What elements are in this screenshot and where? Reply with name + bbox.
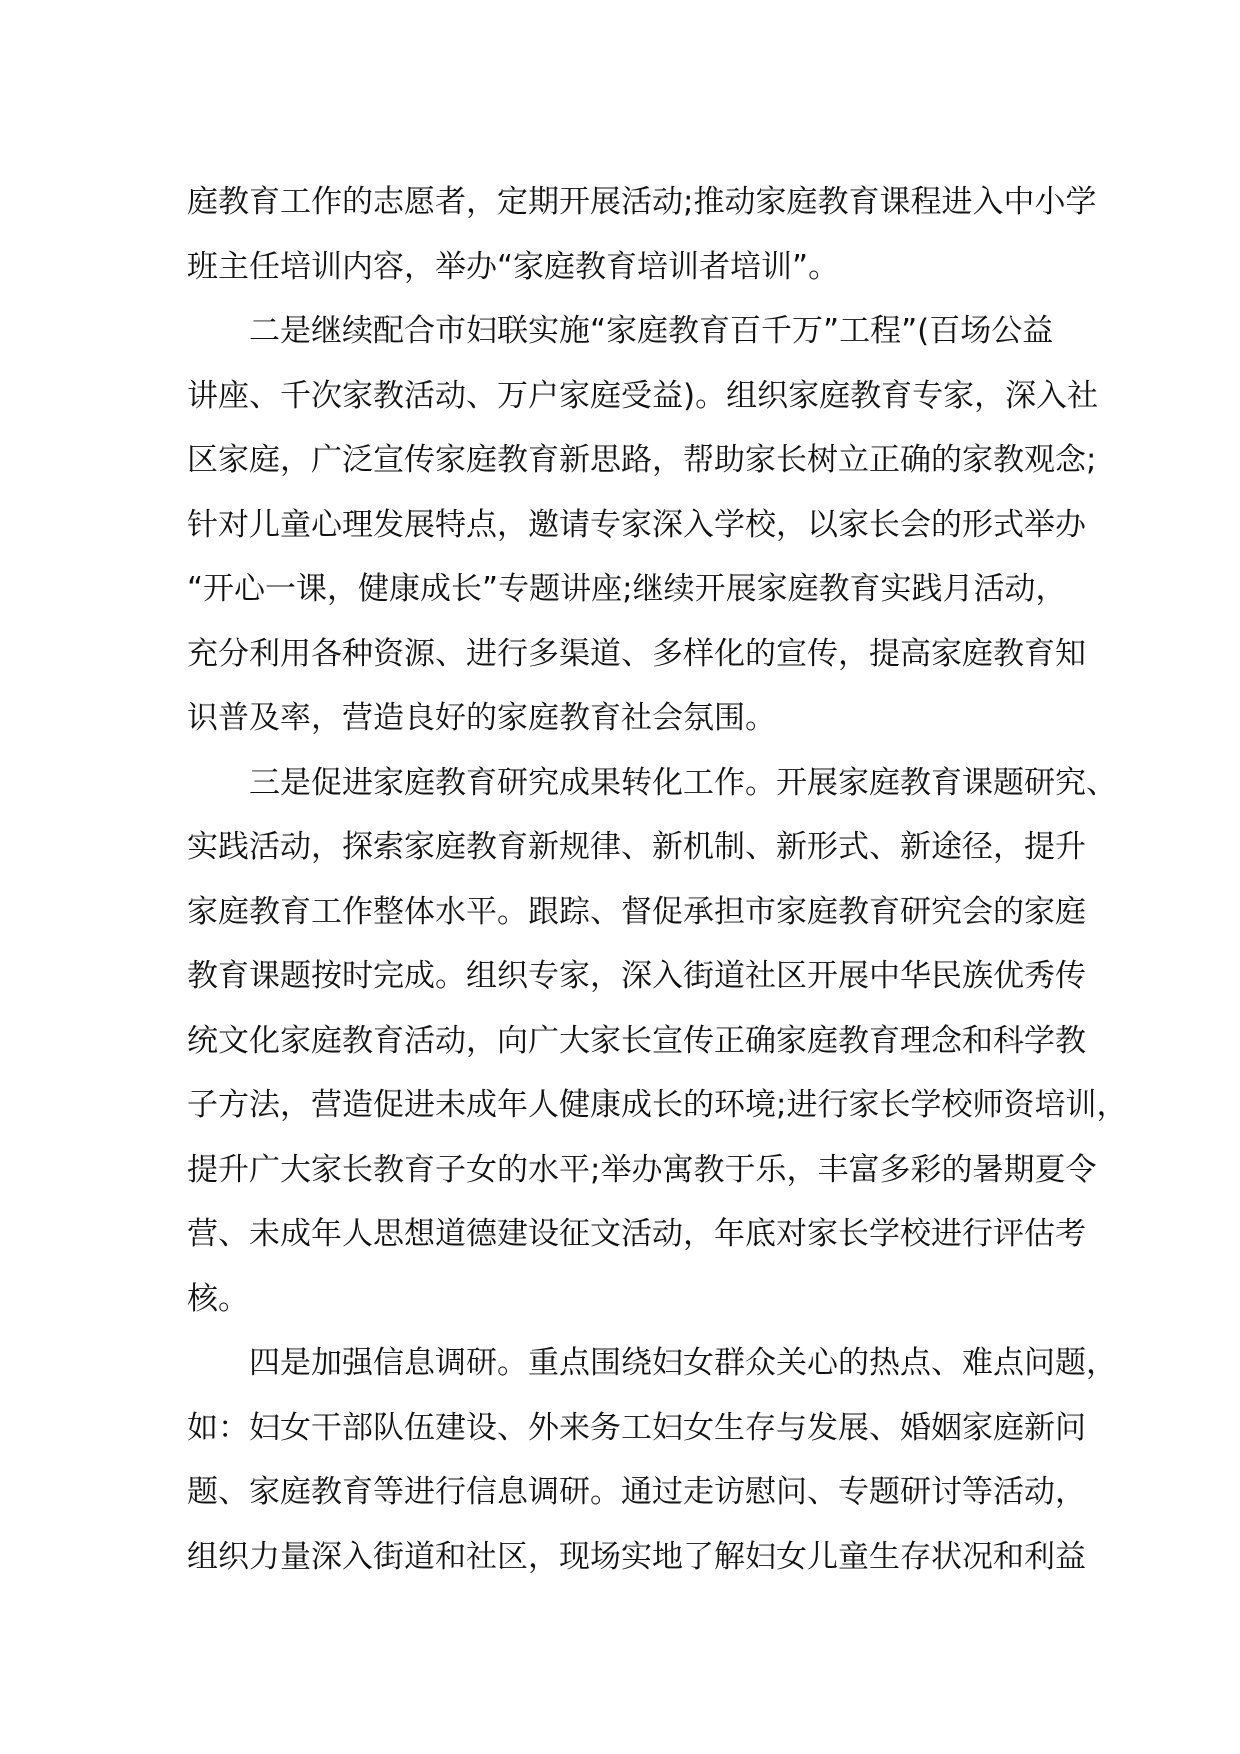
text-line: 教育课题按时完成。组织专家，深入街道社区开展中华民族优秀传 (187, 958, 1086, 994)
text-line: 班主任培训内容，举办“家庭教育培训者培训”。 (187, 248, 840, 285)
paragraph-start-line: 四是加强信息调研。重点围绕妇女群众关心的热点、难点问题， (249, 1345, 1117, 1381)
text-line: 统文化家庭教育活动，向广大家长宣传正确家庭教育理念和科学教 (187, 1022, 1086, 1059)
text-line: 讲座、千次家教活动、万户家庭受益)。组织家庭教育专家，深入社 (187, 377, 1099, 414)
body-text (187, 170, 1128, 1589)
text-line: 营、未成年人思想道德建设征文活动，年底对家长学校进行评估考 (187, 1216, 1086, 1252)
paragraph-start-line: 二是继续配合市妇联实施“家庭教育百千万”工程”(百场公益 (249, 313, 1054, 349)
text-line: 实践活动，探索家庭教育新规律、新机制、新形式、新途径，提升 (187, 829, 1086, 865)
text-line: 如：妇女干部队伍建设、外来务工妇女生存与发展、婚姻家庭新问 (187, 1409, 1086, 1446)
text-line: 针对儿童心理发展特点，邀请专家深入学校，以家长会的形式举办 (187, 506, 1086, 543)
paragraph-start-line: 三是促进家庭教育研究成果转化工作。开展家庭教育课题研究、 (249, 764, 1117, 801)
text-line: 子方法，营造促进未成年人健康成长的环境;进行家长学校师资培训， (187, 1087, 1128, 1123)
text-line: 家庭教育工作整体水平。跟踪、督促承担市家庭教育研究会的家庭 (187, 893, 1086, 930)
text-line: 题、家庭教育等进行信息调研。通过走访慰问、专题研讨等活动， (187, 1474, 1086, 1510)
text-line: 区家庭，广泛宣传家庭教育新思路，帮助家长树立正确的家教观念; (187, 442, 1097, 478)
text-line: 核。 (187, 1280, 249, 1317)
text-line: 庭教育工作的志愿者，定期开展活动;推动家庭教育课程进入中小学 (187, 184, 1097, 220)
text-line: 充分利用各种资源、进行多渠道、多样化的宣传，提高家庭教育知 (187, 635, 1086, 672)
text-line: 提升广大家长教育子女的水平;举办寓教于乐，丰富多彩的暑期夏令 (187, 1151, 1097, 1188)
text-line: “开心一课，健康成长”专题讲座;继续开展家庭教育实践月活动， (187, 571, 1067, 607)
text-line: 识普及率，营造良好的家庭教育社会氛围。 (187, 700, 776, 736)
text-line: 组织力量深入街道和社区，现场实地了解妇女儿童生存状况和利益 (187, 1538, 1086, 1575)
